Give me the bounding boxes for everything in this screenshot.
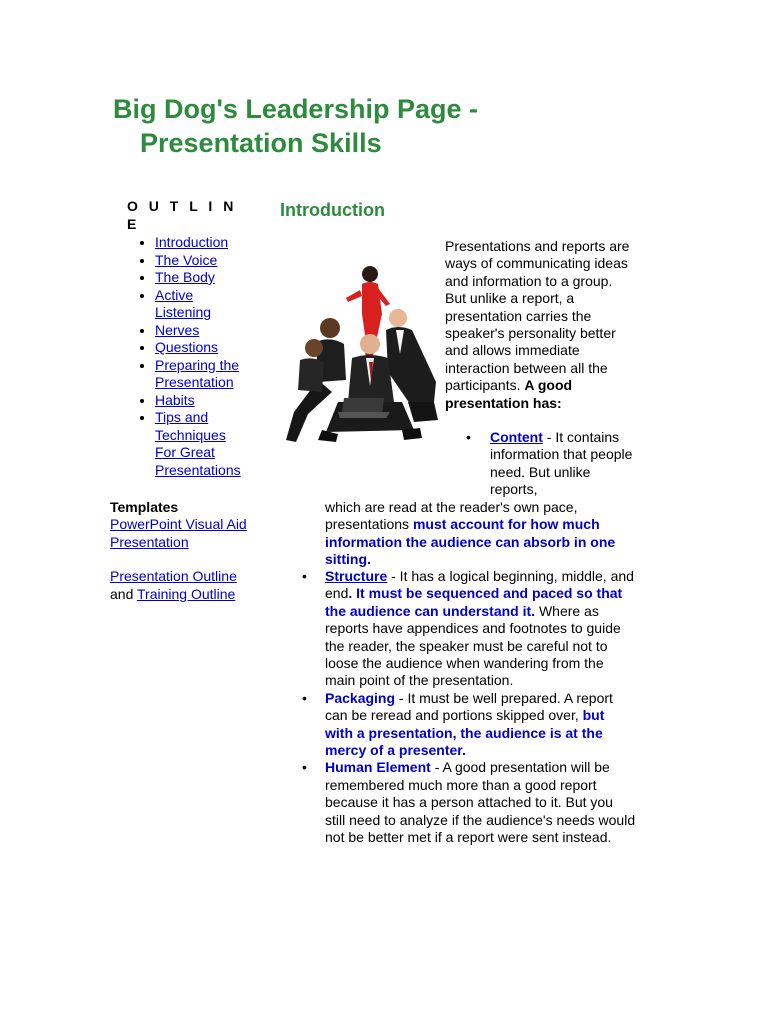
outline-link-body[interactable]: The Body	[155, 269, 215, 285]
packaging-bullet: •	[302, 689, 307, 706]
human-element-label: Human Element	[325, 759, 431, 776]
list-item-human-element	[302, 759, 636, 846]
outline-item-questions	[155, 339, 250, 357]
sidebar	[110, 197, 250, 603]
outline-item-introduction	[155, 234, 250, 252]
outline-link-tips[interactable]: Tips and Techniques For Great Presentations	[155, 409, 241, 478]
templates-section	[110, 498, 250, 603]
structure-highlight: . It must be sequenced and paced so that the audience can understand it.	[325, 585, 623, 619]
outline-link-preparing[interactable]: Preparing the Presentation	[155, 356, 240, 390]
page-title-line2: Presentation Skills	[140, 128, 382, 158]
outline-link-voice[interactable]: The Voice	[155, 251, 218, 268]
list-item-packaging	[302, 690, 636, 760]
outline-item-active-listening	[155, 287, 250, 322]
content-cont-text: which are read at the reader's own pace, presentations	[325, 499, 578, 533]
outline-link-habits[interactable]: Habits	[155, 391, 195, 408]
human-element-text: - A good presentation will be remembered much more than a good report because it has a person attached to it. But you still need to analyze if the audience's needs would not be better met if a report were sent instead.	[325, 759, 636, 846]
outline-link-active-listening[interactable]: Active Listening	[155, 286, 212, 320]
content-link[interactable]: Content	[490, 429, 543, 445]
templates-heading: Templates	[110, 499, 179, 515]
structure-text1: - It has a logical beginning, middle, and end	[325, 568, 634, 602]
packaging-text: - It must be well prepared. A report can be reread and portions skipped over,	[325, 689, 613, 724]
packaging-highlight: but with a presentation, the audience is at the mercy of a presenter.	[325, 707, 605, 759]
powerpoint-template-link[interactable]: PowerPoint Visual Aid Presentation	[110, 516, 247, 550]
outline-item-preparing	[155, 357, 250, 392]
business-team-photo	[278, 262, 440, 457]
template-row-2	[110, 568, 250, 603]
template-and-text: and	[110, 585, 134, 602]
outline-link-nerves[interactable]: Nerves	[155, 321, 200, 338]
content-list-item	[466, 429, 636, 499]
outline-item-nerves	[155, 322, 250, 340]
presentation-outline-link[interactable]: Presentation Outline	[110, 568, 237, 584]
content-text-block	[490, 429, 636, 499]
outline-list	[110, 234, 250, 479]
page-title	[113, 92, 673, 160]
content-bullet: •	[466, 429, 471, 445]
content-highlight: must account for how much information the audience can absorb in one sitting.	[325, 516, 616, 568]
page-title-line1: Big Dog's Leadership Page -	[113, 94, 478, 124]
outline-link-introduction[interactable]: Introduction	[155, 234, 229, 250]
training-outline-link[interactable]: Training Outline	[137, 585, 236, 602]
outline-heading: O U T L I N E	[127, 198, 237, 232]
outline-item-tips	[155, 409, 250, 479]
intro-text: Presentations and reports are ways of communicating ideas and information to a group. But unlike a report, a presentation carries the speaker's personality better and allows immediate interaction between all the participants.	[445, 238, 630, 394]
human-bullet: •	[302, 759, 307, 776]
content-continuation	[325, 499, 635, 569]
template-row-1	[110, 516, 250, 551]
intro-paragraph	[445, 238, 630, 412]
outline-item-habits	[155, 392, 250, 410]
list-item-structure	[302, 568, 636, 690]
structure-link[interactable]: Structure	[325, 568, 388, 584]
packaging-label: Packaging	[325, 689, 396, 706]
structure-text2: Where as reports have appendices and footnotes to guide the reader, the speaker must be careful not to loose the audience when wandering from the main point of the presentation.	[325, 602, 621, 689]
outline-link-questions[interactable]: Questions	[155, 339, 219, 355]
introduction-heading: Introduction	[280, 200, 385, 220]
qualities-list	[302, 568, 636, 847]
intro-bold-text: A good presentation has:	[445, 377, 573, 411]
outline-item-body	[155, 269, 250, 287]
outline-item-voice	[155, 252, 250, 270]
structure-bullet: •	[302, 568, 307, 584]
content-text: - It contains information that people need. But unlike reports,	[490, 429, 633, 498]
